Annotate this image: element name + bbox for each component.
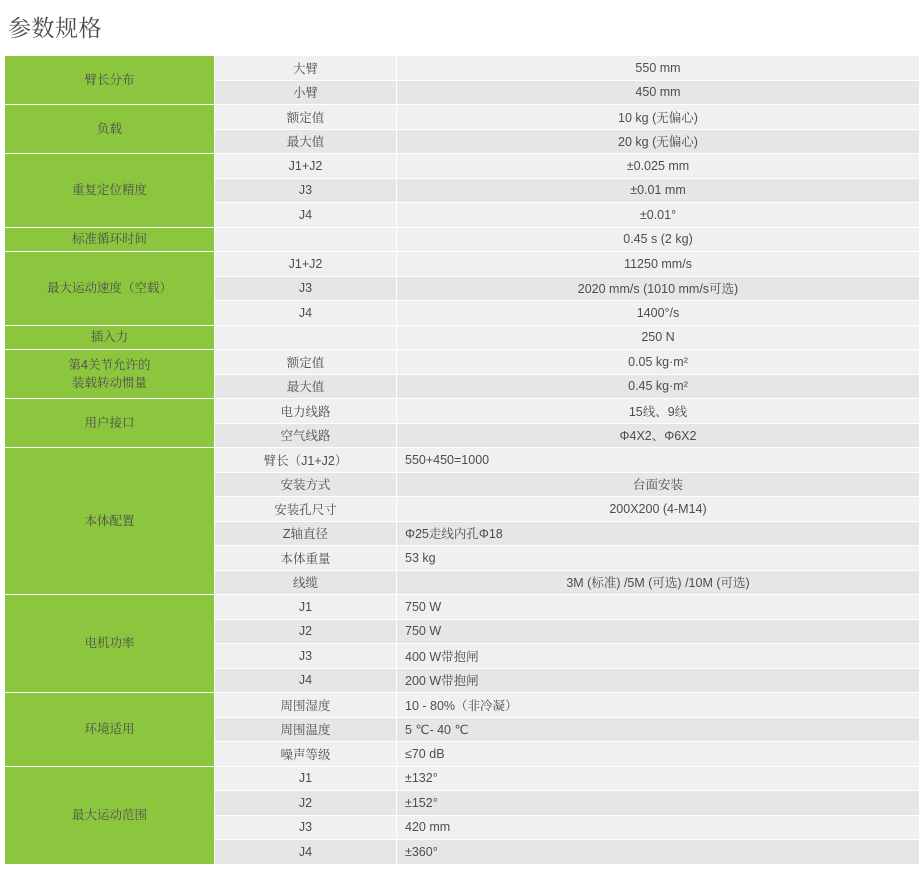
spec-subitem-cell: J1 [215,595,397,620]
spec-value-cell: 11250 mm/s [397,252,920,277]
spec-subitem-cell: 空气线路 [215,423,397,448]
spec-subitem-cell: J2 [215,791,397,816]
spec-category-cell: 负载 [5,105,215,154]
table-row [5,350,920,375]
spec-subitem-cell: J1+J2 [215,252,397,277]
spec-subitem-cell: J3 [215,815,397,840]
spec-category-cell: 用户接口 [5,399,215,448]
spec-subitem-cell: 额定值 [215,350,397,375]
spec-subitem-cell: 线缆 [215,570,397,595]
table-row [5,252,920,277]
spec-value-cell: ±132° [397,766,920,791]
spec-value-cell: ±360° [397,840,920,865]
spec-subitem-cell: J2 [215,619,397,644]
spec-value-cell: 200 W带抱闸 [397,668,920,693]
spec-subitem-cell: 电力线路 [215,399,397,424]
spec-value-cell: ≤70 dB [397,742,920,767]
spec-value-cell: ±0.01 mm [397,178,920,203]
spec-category-cell: 插入力 [5,325,215,350]
spec-value-cell: 750 W [397,619,920,644]
spec-value-cell: 200X200 (4-M14) [397,497,920,522]
table-row [5,105,920,130]
spec-subitem-cell: J1 [215,766,397,791]
spec-subitem-cell: Z轴直径 [215,521,397,546]
table-row [5,693,920,718]
spec-value-cell: 0.45 kg·m² [397,374,920,399]
spec-subitem-cell: J1+J2 [215,154,397,179]
spec-subitem-cell: 安装方式 [215,472,397,497]
spec-value-cell: 10 kg (无偏心) [397,105,920,130]
spec-value-cell: 3M (标准) /5M (可选) /10M (可选) [397,570,920,595]
table-row [5,56,920,81]
spec-category-cell: 本体配置 [5,448,215,595]
spec-value-cell: 750 W [397,595,920,620]
table-row [5,766,920,791]
spec-category-cell: 标准循环时间 [5,227,215,252]
spec-subitem-cell: J4 [215,840,397,865]
spec-subitem-cell: J4 [215,668,397,693]
spec-subitem-cell: 最大值 [215,129,397,154]
spec-category-cell: 第4关节允许的 装载转动惯量 [5,350,215,399]
spec-value-cell: 1400°/s [397,301,920,326]
spec-subitem-cell: J4 [215,203,397,228]
spec-subitem-cell: 周围温度 [215,717,397,742]
spec-category-cell: 最大运动速度（空载） [5,252,215,326]
table-row [5,154,920,179]
table-row [5,448,920,473]
spec-subitem-cell: 最大值 [215,374,397,399]
table-row [5,595,920,620]
spec-category-cell: 重复定位精度 [5,154,215,228]
spec-value-cell: 53 kg [397,546,920,571]
page-title: 参数规格 [8,15,102,41]
spec-value-cell: 450 mm [397,80,920,105]
spec-value-cell: 2020 mm/s (1010 mm/s可选) [397,276,920,301]
spec-value-cell: 台面安装 [397,472,920,497]
spec-value-cell: 250 N [397,325,920,350]
spec-value-cell: Φ4X2、Φ6X2 [397,423,920,448]
spec-subitem-cell [215,227,397,252]
spec-subitem-cell: J4 [215,301,397,326]
spec-value-cell: 0.05 kg·m² [397,350,920,375]
spec-subitem-cell: 额定值 [215,105,397,130]
spec-value-cell: 400 W带抱闸 [397,644,920,669]
spec-category-cell: 臂长分布 [5,56,215,105]
spec-value-cell: ±0.025 mm [397,154,920,179]
spec-subitem-cell: 小臂 [215,80,397,105]
spec-value-cell: 0.45 s (2 kg) [397,227,920,252]
spec-value-cell: 10 - 80%（非冷凝） [397,693,920,718]
table-row [5,399,920,424]
spec-subitem-cell: 臂长（J1+J2） [215,448,397,473]
table-row [5,325,920,350]
spec-value-cell: 420 mm [397,815,920,840]
spec-subitem-cell: J3 [215,644,397,669]
spec-subitem-cell: 噪声等级 [215,742,397,767]
spec-value-cell: 550 mm [397,56,920,81]
spec-subitem-cell: 安装孔尺寸 [215,497,397,522]
spec-subitem-cell: 本体重量 [215,546,397,571]
spec-value-cell: 20 kg (无偏心) [397,129,920,154]
spec-subitem-cell [215,325,397,350]
specification-table [4,55,920,865]
spec-value-cell: 550+450=1000 [397,448,920,473]
spec-category-cell: 电机功率 [5,595,215,693]
spec-subitem-cell: 大臂 [215,56,397,81]
spec-subitem-cell: J3 [215,276,397,301]
spec-category-cell: 环境适用 [5,693,215,767]
spec-value-cell: 15线、9线 [397,399,920,424]
specification-table-body [5,56,920,865]
spec-value-cell: Φ25走线内孔Φ18 [397,521,920,546]
spec-subitem-cell: J3 [215,178,397,203]
spec-category-cell: 最大运动范围 [5,766,215,864]
spec-value-cell: ±0.01° [397,203,920,228]
spec-value-cell: 5 ℃- 40 ℃ [397,717,920,742]
spec-value-cell: ±152° [397,791,920,816]
table-row [5,227,920,252]
spec-subitem-cell: 周围湿度 [215,693,397,718]
